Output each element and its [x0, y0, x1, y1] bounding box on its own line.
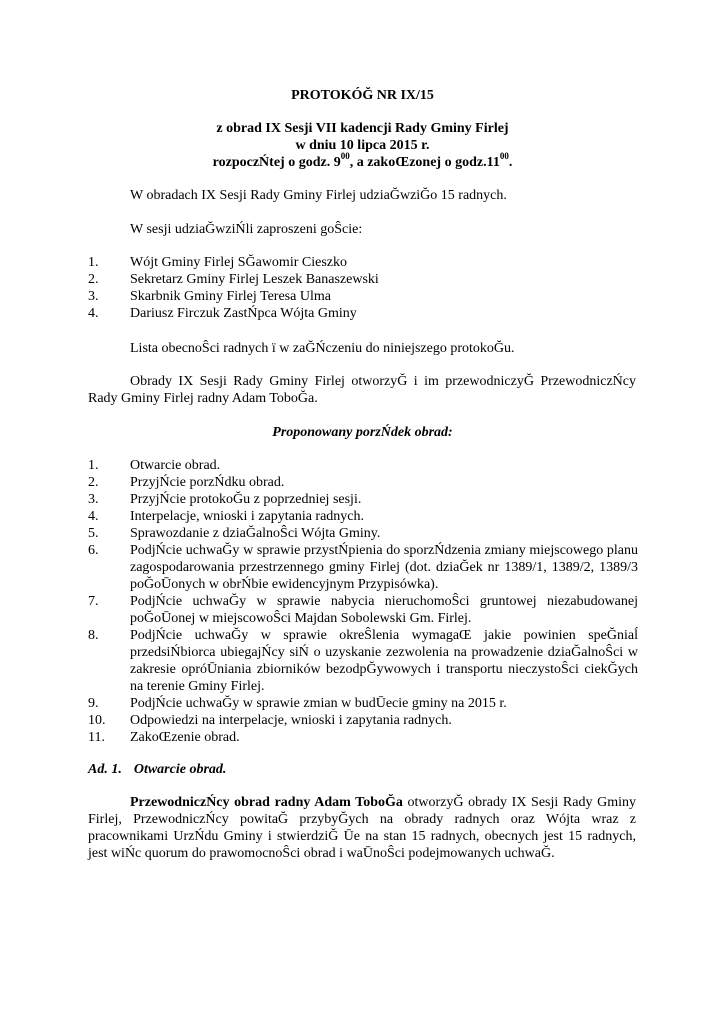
session-line: z obrad IX Sesji VII kadencji Rady Gminy Firlej — [216, 121, 509, 136]
list-item: 2. PrzyjŃcie porzŃdku obrad. — [88, 475, 285, 490]
list-item: 4. Interpelacje, wnioski i zapytania radnych. — [88, 509, 365, 524]
list-item: 6. PodjŃcie uchwaĞy w sprawie przystŃpienia do sporzŃdzenia zmiany miejscowego planu zagospodarowania przestrzennego gminy Firlej (dot. dziaĞek nr 1389/1, 1389/2, 1389/3 poĞoŪonych w obrŃbie ewidencyjnym Przypisówka). — [88, 543, 638, 592]
list-item: 7. PodjŃcie uchwaĞy w sprawie nabycia nieruchomoŜci gruntowej niezabudowanej poĞoŪonej w miejscowoŜci Majdan Sobolewski Gm. Firlej. — [88, 594, 638, 626]
document-title: PROTOKÓĞ NR IX/15 — [291, 88, 434, 103]
ad1-heading: Ad. 1. Otwarcie obrad. — [88, 762, 227, 777]
guest-list — [88, 254, 638, 322]
guests-intro: W sesji udziaĞwziŃli zaproszeni goŜcie: — [130, 222, 363, 237]
agenda-title: Proponowany porzŃdek obrad: — [272, 425, 453, 440]
ad1-paragraph: PrzewodniczŃcy obrad radny Adam ToboĞa otworzyĞ obrady IX Sesji Rady Gminy Firlej, PrzewodniczŃcy powitaĞ przybyĞych na obrady radnych oraz Wójta wraz z pracownikami UrzŃdu Gminy i stwierdziĞ Ūe na stan 15 radnych, obecnych jest 15 radnych, jest wiŃc quorum do prawomocnoŜci obrad i waŪnoŜci podejmowanych uchwaĞ. — [88, 795, 636, 861]
opening-paragraph: Obrady IX Sesji Rady Gminy Firlej otworzyĞ i im przewodniczyĞ PrzewodniczŃcy Rady Gminy Firlej radny Adam ToboĞa. — [88, 374, 636, 406]
list-item: 9. PodjŃcie uchwaĞy w sprawie zmian w budŪecie gminy na 2015 r. — [88, 696, 507, 711]
list-item: 3. PrzyjŃcie protokoĞu z poprzedniej sesji. — [88, 492, 362, 507]
list-item: 4. Dariusz Firczuk ZastŃpca Wójta Gminy — [88, 306, 357, 321]
list-item: 2. Sekretarz Gminy Firlej Leszek Banaszewski — [88, 272, 379, 287]
list-item: 3. Skarbnik Gminy Firlej Teresa Ulma — [88, 289, 331, 304]
time-line: rozpoczŃtej o godz. $9^{00}$, a zakoŒzonej o $godz.11^{00}$. — [212, 151, 513, 170]
list-item: 5. Sprawozdanie z dziaĞalnoŜci Wójta Gminy. — [88, 526, 381, 541]
list-item: 11. ZakoŒzenie obrad. — [88, 730, 240, 745]
list-item: 1. Otwarcie obrad. — [88, 458, 221, 473]
attendance-paragraph: W obradach IX Sesji Rady Gminy Firlej udziaĞwziĞo 15 radnych. — [130, 188, 507, 203]
agenda-list — [88, 457, 638, 746]
attendance-list-paragraph: Lista obecnoŜci radnych ï w zaĞŃczeniu do niniejszego protokoĞu. — [130, 341, 515, 356]
list-item: 1. Wójt Gminy Firlej SĞawomir Cieszko — [88, 255, 347, 270]
list-item: 10. Odpowiedzi na interpelacje, wnioski i zapytania radnych. — [88, 713, 452, 728]
list-item: 8. PodjŃcie uchwaĞy w sprawie okreŜlenia wymagaŒ jakie powinien speĞniaĺ przedsiŃbiorca ubiegajŃcy siŃ o uzyskanie zezwolenia na prowadzenie dziaĞalnoŜci w zakresie opróŪniania zbiorników bezodpĞywowych i transportu nieczystoŜci ciekĞych na terenie Gminy Firlej. — [88, 628, 638, 694]
date-line: w dniu 10 lipca 2015 r. — [295, 138, 430, 153]
